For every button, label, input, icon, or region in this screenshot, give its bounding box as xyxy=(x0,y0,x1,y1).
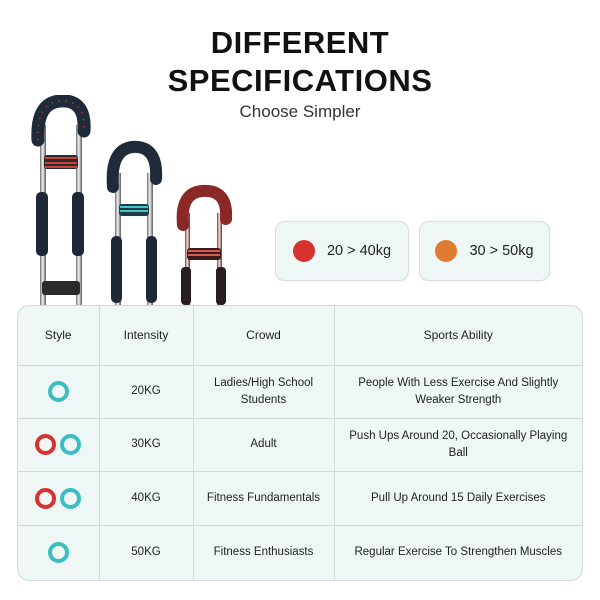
teal-ring-icon xyxy=(48,542,69,563)
subtitle: Choose Simpler xyxy=(239,102,361,121)
product-image xyxy=(20,95,260,310)
legend-label: 30 > 50kg xyxy=(469,243,534,259)
crowd-cell: Adult xyxy=(193,418,334,471)
product-medium xyxy=(111,147,157,305)
style-cell xyxy=(18,365,99,418)
legend-label: 20 > 40kg xyxy=(326,243,392,259)
teal-ring-icon xyxy=(60,434,81,455)
header-sports-ability: Sports Ability xyxy=(334,306,582,365)
legend-item-30-50kg xyxy=(419,221,550,281)
intensity-cell: 30KG xyxy=(99,418,193,471)
crowd-cell: Fitness Enthusiasts xyxy=(193,525,334,580)
style-cell xyxy=(18,471,99,525)
red-dot-icon xyxy=(293,240,315,262)
sports-ability-cell: Regular Exercise To Strengthen Muscles xyxy=(354,546,563,559)
intensity-cell: 40KG xyxy=(99,471,193,525)
table-row xyxy=(18,418,582,471)
style-cell xyxy=(18,418,99,471)
table-row xyxy=(18,471,582,525)
sports-ability-cell: Pull Up Around 15 Daily Exercises xyxy=(334,471,582,525)
red-ring-icon xyxy=(35,488,56,509)
sports-ability-cell: People With Less Exercise And Slightly Weaker Strength xyxy=(334,365,582,418)
table-header-row xyxy=(18,306,582,365)
product-small xyxy=(181,191,226,305)
sports-ability-cell: Push Ups Around 20, Occasionally Playing Ball xyxy=(334,418,582,471)
red-ring-icon xyxy=(35,434,56,455)
style-cell xyxy=(18,525,99,580)
table-row xyxy=(18,365,582,418)
table-row xyxy=(18,525,582,580)
product-large xyxy=(36,101,84,305)
orange-dot-icon xyxy=(435,240,457,262)
header-style: Style xyxy=(18,306,99,365)
teal-ring-icon xyxy=(48,381,69,402)
legend-item-20-40kg xyxy=(275,221,409,281)
crowd-cell: Fitness Fundamentals xyxy=(193,471,334,525)
spec-table xyxy=(17,305,583,581)
intensity-cell: 20KG xyxy=(99,365,193,418)
intensity-cell: 50KG xyxy=(99,525,193,580)
crowd-cell: Ladies/High School Students xyxy=(193,365,334,418)
title-line-2: SPECIFICATIONS xyxy=(167,63,433,98)
title-line-1: DIFFERENT xyxy=(210,25,390,60)
header-intensity: Intensity xyxy=(99,306,193,365)
teal-ring-icon xyxy=(60,488,81,509)
header-crowd: Crowd xyxy=(193,306,334,365)
